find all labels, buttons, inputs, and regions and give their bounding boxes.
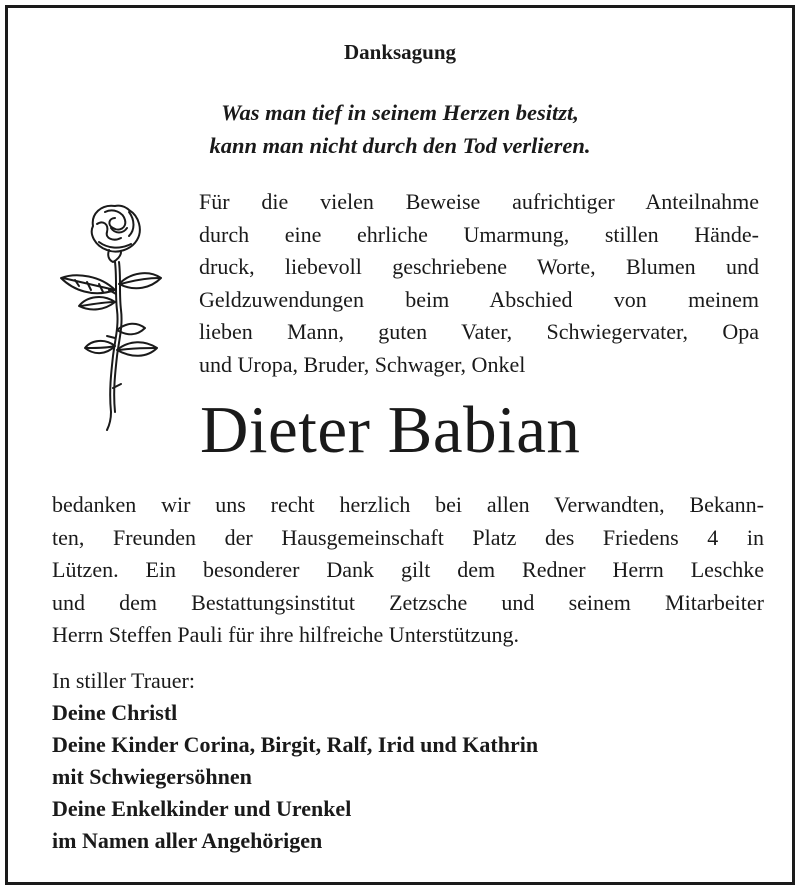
intro-line: druck, liebevoll geschriebene Worte, Blumen und (199, 254, 759, 279)
thanks-line: Lützen. Ein besonderer Dank gilt dem Redner Herrn Leschke (52, 557, 764, 582)
intro-line: Für die vielen Beweise aufrichtiger Anteilnahme (199, 189, 759, 214)
obituary-notice (5, 5, 795, 885)
signatory-line: mit Schwiegersöhnen (52, 764, 252, 789)
signatory-line: Deine Enkelkinder und Urenkel (52, 796, 352, 821)
signatory-line: im Namen aller Angehörigen (52, 828, 323, 853)
intro-paragraph (199, 186, 759, 381)
motto-line: kann man nicht durch den Tod verlieren. (209, 133, 591, 158)
intro-line: durch eine ehrliche Umarmung, stillen Hände- (199, 221, 759, 247)
deceased-name: Dieter Babian (200, 393, 581, 467)
signatory-line: Deine Kinder Corina, Birgit, Ralf, Irid und Kathrin (52, 732, 539, 757)
intro-line: lieben Mann, guten Vater, Schwiegervater, Opa (199, 319, 759, 344)
rose-icon (53, 198, 173, 433)
thanks-line: und dem Bestattungsinstitut Zetzsche und seinem Mitarbeiter (52, 589, 764, 615)
thanks-paragraph (52, 489, 764, 652)
intro-line: Geldzuwendungen beim Abschied von meinem (199, 286, 759, 312)
mourning-label: In stiller Trauer: (52, 668, 195, 693)
intro-line: und Uropa, Bruder, Schwager, Onkel (199, 351, 526, 377)
thanks-line: bedanken wir uns recht herzlich bei allen Verwandten, Bekann- (52, 492, 764, 517)
notice-heading: Danksagung (343, 40, 457, 64)
thanks-line: Herrn Steffen Pauli für ihre hilfreiche Unterstützung. (52, 622, 519, 647)
motto-quote (8, 96, 792, 162)
thanks-line: ten, Freunden der Hausgemeinschaft Platz des Friedens 4 in (52, 524, 764, 550)
signatory-line: Deine Christl (52, 700, 178, 725)
signoff-block (52, 665, 764, 857)
motto-line: Was man tief in seinem Herzen besitzt, (221, 100, 579, 125)
